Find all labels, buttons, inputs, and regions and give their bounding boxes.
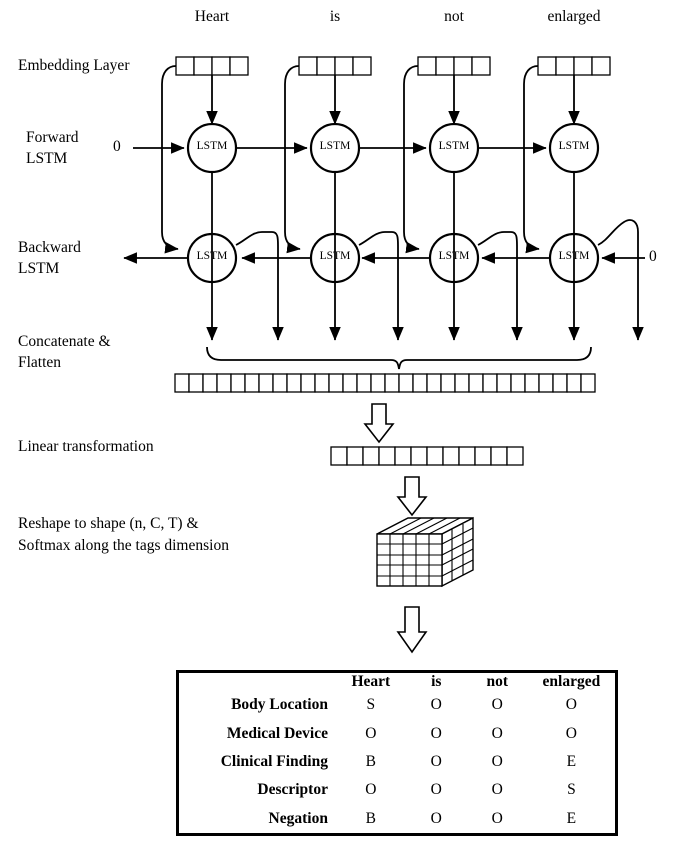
row-2-value-3: E (566, 752, 577, 770)
row-label-4: Negation (268, 809, 328, 827)
output-tag-table (176, 670, 618, 836)
table-row (179, 776, 615, 804)
label-reshape-line2: Softmax along the tags dimension (18, 537, 229, 554)
row-2-value-0: B (365, 752, 377, 770)
table-row (179, 719, 615, 747)
backward-lstm-cell-label-3: LSTM (558, 250, 590, 262)
label-linear-transformation: Linear transformation (18, 438, 154, 455)
token-label-1: is (329, 8, 341, 25)
row-3-value-2: O (491, 781, 503, 799)
backward-lstm-cell-label-0: LSTM (196, 250, 228, 262)
label-reshape-line1: Reshape to shape (n, C, T) & (18, 515, 199, 532)
forward-lstm-cell-label-2: LSTM (438, 140, 470, 152)
forward-lstm-cell-label-0: LSTM (196, 140, 228, 152)
label-backward-lstm-line1: Backward (18, 239, 81, 256)
row-0-value-0: S (366, 696, 376, 714)
row-0-value-1: O (430, 696, 442, 714)
row-4-value-0: B (365, 809, 377, 827)
row-label-0: Body Location (231, 696, 328, 714)
concat-brace (207, 347, 591, 369)
backward-init-state-label: 0 (649, 248, 657, 265)
table-header-cell-2: is (431, 673, 442, 690)
row-label-3: Descriptor (257, 781, 328, 799)
table-row (179, 748, 615, 776)
block-arrow-to-linear (365, 404, 393, 442)
backward-lstm-cell-label-2: LSTM (438, 250, 470, 262)
label-backward-lstm-line2: LSTM (18, 260, 60, 277)
embedding-vectors (176, 57, 610, 75)
linear-vector (331, 447, 523, 465)
forward-lstm-cell-label-3: LSTM (558, 140, 590, 152)
forward-lstm-cell-label-1: LSTM (319, 140, 351, 152)
row-2-value-1: O (430, 752, 442, 770)
row-2-value-2: O (491, 752, 503, 770)
label-forward-lstm-line1: Forward (26, 129, 79, 146)
embed-to-forward-arrows (212, 75, 574, 124)
forward-init-state-label: 0 (113, 138, 121, 155)
row-3-value-0: O (365, 781, 377, 799)
label-concatenate-line1: Concatenate & (18, 333, 111, 350)
table-row (179, 805, 615, 833)
table-header-cell-0 (179, 673, 336, 691)
block-arrow-to-output (398, 607, 426, 652)
forward-to-concat-arrows (212, 172, 574, 340)
row-label-1: Medical Device (226, 724, 328, 742)
block-arrow-to-tensor (398, 477, 426, 515)
row-1-value-1: O (430, 724, 442, 742)
row-3-value-1: O (430, 781, 442, 799)
label-embedding-layer: Embedding Layer (18, 57, 130, 74)
row-label-2: Clinical Finding (220, 752, 328, 770)
label-forward-lstm-line2: LSTM (26, 150, 68, 167)
backward-lstm-cell-label-1: LSTM (319, 250, 351, 262)
table-row (179, 691, 615, 719)
token-label-3: enlarged (547, 8, 601, 25)
row-3-value-3: S (567, 781, 576, 799)
table-header-cell-3: not (486, 673, 509, 690)
output-tensor (377, 518, 473, 586)
row-1-value-2: O (491, 724, 503, 742)
table-header-cell-4: enlarged (542, 673, 601, 690)
row-1-value-0: O (365, 724, 377, 742)
row-4-value-3: E (566, 809, 577, 827)
token-label-2: not (444, 8, 464, 25)
table-header-row (179, 673, 615, 691)
label-concatenate-line2: Flatten (18, 354, 62, 371)
row-0-value-2: O (491, 696, 503, 714)
token-label-0: Heart (194, 8, 230, 25)
row-4-value-1: O (430, 809, 442, 827)
table-header-cell-1: Heart (351, 673, 391, 690)
concat-vector (175, 374, 595, 392)
row-1-value-3: O (565, 724, 577, 742)
row-4-value-2: O (491, 809, 503, 827)
row-0-value-3: O (565, 696, 577, 714)
